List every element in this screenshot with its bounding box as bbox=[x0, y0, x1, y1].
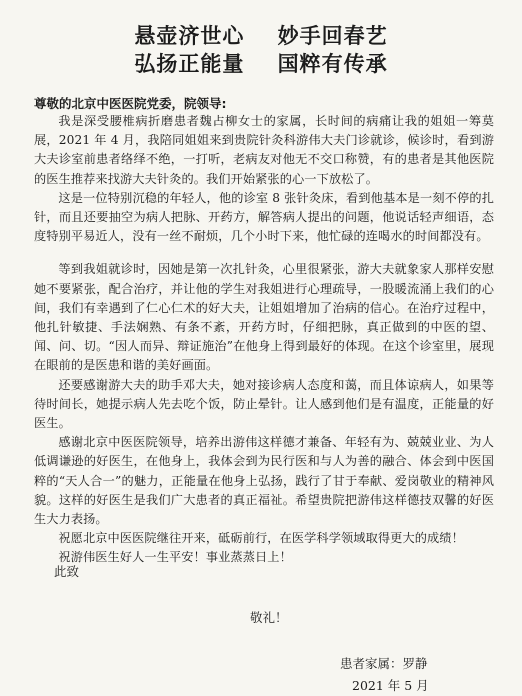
letter-date: 2021 年 5 月 bbox=[352, 678, 429, 693]
paragraph-wish-doctor: 祝游伟医生好人一生平安！事业蒸蒸日上！ bbox=[58, 550, 292, 565]
salute: 敬礼！ bbox=[250, 610, 288, 625]
paragraph-doctor-description: 这是一位特别沉稳的年轻人，他的诊室 8 张针灸床，看到他基本是一刻不停的扎针，而且还要抽空为病人把脉、开药方，解答病人提出的问题，他说话轻声细语，态度特别平易近人，没有一丝不耐烦，几个小时下来，他忙碌的连喝水的时间都没有。 bbox=[34, 190, 494, 244]
paragraph-treatment: 等到我姐就诊时，因她是第一次扎针灸，心里很紧张，游大夫就象家人那样安慰她不要紧张，配合治疗，并让他的学生对我姐进行心理疏导，一股暖流涌上我们的心间，我们有幸遇到了仁心仁术的好大夫，让姐姐增加了治病的信心。在治疗过程中，他扎针敏捷、手法娴熟、有条不紊，开药方时，仔细把脉，真正做到的中医的望、闻、问、切。“因人而异、辩证施治”在他身上得到最好的体现。在这个诊室里，展现在眼前的是医患和谐的美好画面。 bbox=[34, 262, 494, 373]
salutation: 尊敬的北京中医医院党委，院领导: bbox=[34, 96, 227, 111]
paragraph-wish-hospital: 祝愿北京中医医院继往开来，砥砺前行，在医学科学领域取得更大的成绩！ bbox=[58, 531, 464, 546]
letter-title-line-1: 悬壶济世心 妙手回春艺 bbox=[134, 24, 388, 48]
paragraph-assistant-thanks: 还要感谢游大夫的助手邓大夫，她对接诊病人态度和蔼，而且体谅病人，如果等待时间长，她提示病人先去吃个饭，防止晕针。让人感到他们是有温度，正能量的好医生。 bbox=[34, 377, 494, 431]
signature: 患者家属：罗静 bbox=[340, 656, 428, 671]
closing-phrase: 此致 bbox=[54, 564, 80, 579]
letter-body bbox=[34, 112, 494, 568]
paragraph-intro: 我是深受腰椎病折磨患者魏占柳女士的家属，长时间的病痛让我的姐姐一筹莫展，2021 年 4 月，我陪同姐姐来到贵院针灸科游伟大夫门诊就诊，候诊时，看到游大夫诊室前患者络绎不绝，一打听，老病友对他无不交口称赞，有的患者是其他医院的医生推荐来找游大夫针灸的。我们开始紧张的心一下放松了。 bbox=[34, 114, 494, 186]
letter-title-line-2: 弘扬正能量 国粹有传承 bbox=[134, 52, 388, 76]
paragraph-hospital-thanks: 感谢北京中医医院领导，培养出游伟这样德才兼备、年轻有为、兢兢业业、为人低调谦逊的好医生，在他身上，我体会到为民行医和与人为善的融合、体会到中医国粹的“天人合一”的魅力，正能量在他身上弘扬，践行了甘于奉献、爱岗敬业的精神风貌。这样的好医生是我们广大患者的真正福祉。希望贵院把游伟这样德技双馨的好医生大力表扬。 bbox=[34, 435, 494, 527]
